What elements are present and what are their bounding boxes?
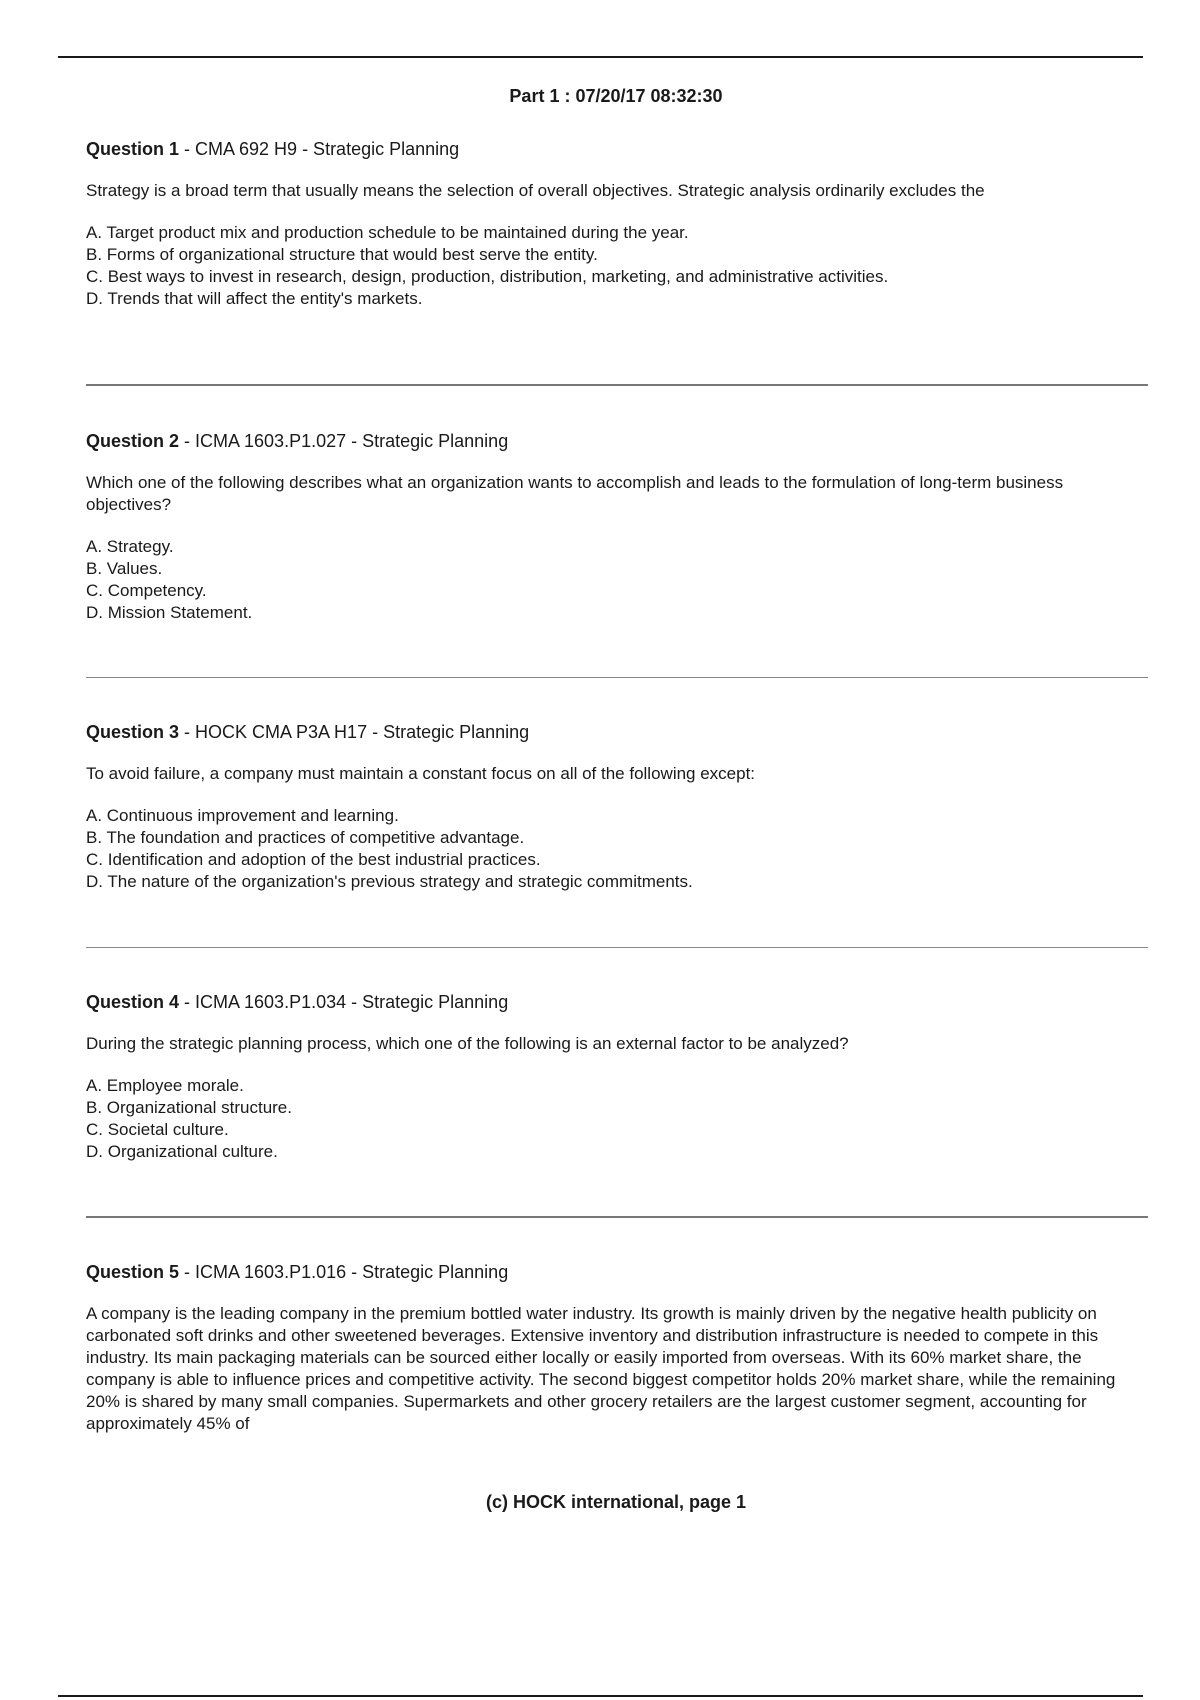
answer-options: [86, 536, 1146, 624]
option-d[interactable]: D. Mission Statement.: [86, 603, 253, 622]
question-separator: [86, 1216, 1148, 1218]
top-rule: [58, 56, 1143, 58]
question-separator: [86, 947, 1148, 948]
question-separator: [86, 677, 1148, 678]
option-b[interactable]: B. The foundation and practices of competitive advantage.: [86, 828, 525, 847]
option-b[interactable]: B. Organizational structure.: [86, 1098, 292, 1117]
question-source: - ICMA 1603.P1.034 - Strategic Planning: [179, 992, 509, 1012]
question-source: - HOCK CMA P3A H17 - Strategic Planning: [179, 722, 530, 742]
question-stem: Strategy is a broad term that usually means the selection of overall objectives. Strategic analysis ordinarily excludes the: [86, 181, 985, 200]
option-a[interactable]: A. Employee morale.: [86, 1076, 244, 1095]
question-title: [86, 991, 1146, 1013]
answer-options: [86, 805, 1146, 893]
bottom-rule: [58, 1695, 1143, 1697]
option-d[interactable]: D. Organizational culture.: [86, 1142, 278, 1161]
option-c[interactable]: C. Societal culture.: [86, 1120, 229, 1139]
option-a[interactable]: A. Strategy.: [86, 537, 174, 556]
option-b[interactable]: B. Forms of organizational structure that would best serve the entity.: [86, 245, 598, 264]
option-c[interactable]: C. Identification and adoption of the best industrial practices.: [86, 850, 541, 869]
question-source: - ICMA 1603.P1.016 - Strategic Planning: [179, 1262, 509, 1282]
question-separator: [86, 384, 1148, 386]
question-stem: During the strategic planning process, which one of the following is an external factor to be analyzed?: [86, 1034, 849, 1053]
page-title: Part 1 : 07/20/17 08:32:30: [509, 86, 723, 106]
question-title: [86, 721, 1146, 743]
question-1: [86, 138, 1146, 310]
question-stem: To avoid failure, a company must maintain a constant focus on all of the following except:: [86, 764, 756, 783]
question-title: [86, 430, 1146, 452]
question-label: Question 4: [86, 992, 180, 1012]
page-footer: (c) HOCK international, page 1: [485, 1492, 747, 1512]
question-source: - ICMA 1603.P1.027 - Strategic Planning: [179, 431, 509, 451]
question-2: [86, 430, 1146, 624]
option-c[interactable]: C. Best ways to invest in research, design, production, distribution, marketing, and administrative activities.: [86, 267, 889, 286]
option-c[interactable]: C. Competency.: [86, 581, 207, 600]
option-a[interactable]: A. Target product mix and production schedule to be maintained during the year.: [86, 223, 689, 242]
answer-options: [86, 222, 1146, 310]
option-d[interactable]: D. The nature of the organization's previous strategy and strategic commitments.: [86, 872, 693, 891]
question-title: [86, 138, 1146, 160]
option-a[interactable]: A. Continuous improvement and learning.: [86, 806, 399, 825]
option-d[interactable]: D. Trends that will affect the entity's markets.: [86, 289, 423, 308]
question-5: [86, 1261, 1146, 1435]
answer-options: [86, 1075, 1146, 1163]
question-label: Question 3: [86, 722, 180, 742]
question-label: Question 2: [86, 431, 180, 451]
question-stem: A company is the leading company in the premium bottled water industry. Its growth is mainly driven by the negative health publicity on carbonated soft drinks and other sweetened beverages. Extensive inventory and distribution infrastructure is needed to compete in this industry. Its main packaging materials can be sourced either locally or easily imported from overseas. With its 60% market share, the company is able to influence prices and competitive activity. The second biggest competitor holds 20% market share, while the remaining 20% is shared by many small companies. Supermarkets and other grocery retailers are the largest customer segment, accounting for approximately 45% of: [86, 1304, 1116, 1433]
option-b[interactable]: B. Values.: [86, 559, 163, 578]
question-source: - CMA 692 H9 - Strategic Planning: [179, 139, 460, 159]
question-title: [86, 1261, 1146, 1283]
question-4: [86, 991, 1146, 1163]
question-label: Question 5: [86, 1262, 180, 1282]
question-label: Question 1: [86, 139, 180, 159]
question-stem: Which one of the following describes what an organization wants to accomplish and leads to the formulation of long-term business objectives?: [86, 473, 1064, 514]
question-3: [86, 721, 1146, 893]
